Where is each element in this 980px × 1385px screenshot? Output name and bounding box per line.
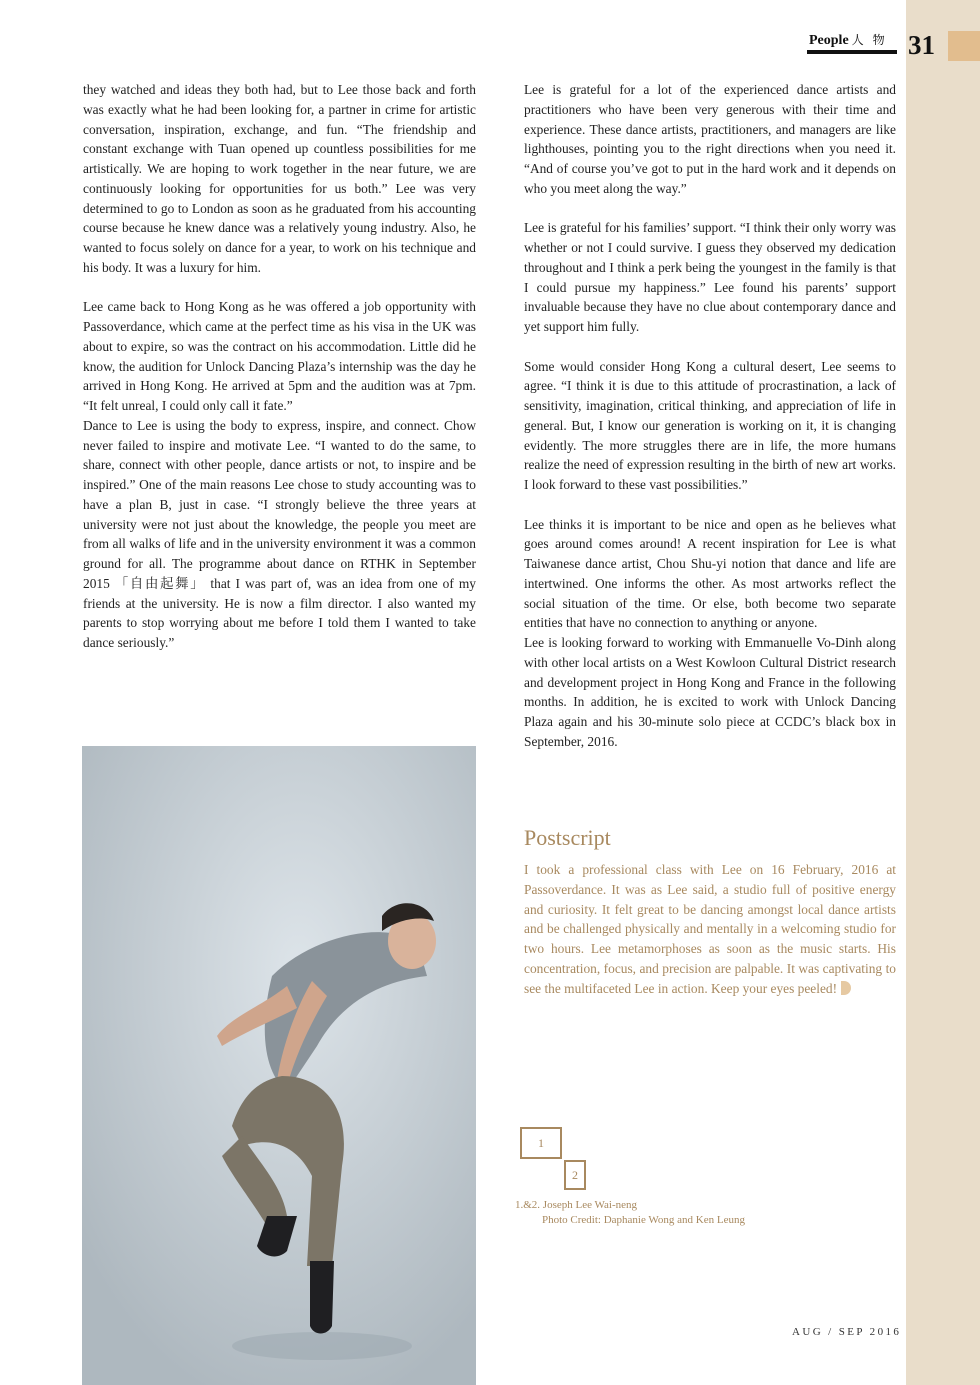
side-margin-strip bbox=[906, 0, 980, 1385]
page-number: 31 bbox=[908, 30, 935, 60]
dancer-illustration bbox=[82, 746, 476, 1385]
paragraph: Lee is grateful for his families’ support. “I think their only worry was whether or not I could survive. I guess they observed my dedication throughout and I think a perk being the youngest in the family is that I could pursue my happiness.” Lee found his parents’ support invaluable because they have no clue about contemporary dance and yet support him fully. bbox=[524, 220, 896, 334]
caption-line-2: Photo Credit: Daphanie Wong and Ken Leung bbox=[542, 1214, 745, 1226]
paragraph: Some would consider Hong Kong a cultural desert, Lee seems to agree. “I think it is due to this attitude of procrastination, a lack of sensitivity, imagination, critical thinking, and appreciation of life in general. But, I know our generation is working on it, it is changing evidently. The more struggles there are in life, the more humans realize the need of expression resulting in the birth of new art works. I look forward to these vast possibilities.” bbox=[524, 358, 896, 492]
header-rule bbox=[807, 50, 897, 54]
issue-date: AUG / SEP 2016 bbox=[792, 1326, 902, 1338]
section-header bbox=[809, 31, 888, 49]
dancer-photo bbox=[82, 746, 476, 1385]
paragraph: Lee is grateful for a lot of the experienced dance artists and practitioners who have been very generous with their time and experience. These dance artists, practitioners, and managers are like lighthouses, pointing you to the right directions when you need it. “And of course you’ve got to put in the hard work and it depends on who you meet along the way.” bbox=[524, 82, 896, 196]
left-column bbox=[83, 80, 476, 653]
photo-number-box-2: 2 bbox=[564, 1160, 586, 1190]
page-number-tab bbox=[948, 31, 980, 61]
paragraph: Dance to Lee is using the body to express, inspire, and connect. Chow never failed to inspire and motivate Lee. “I wanted to do the same, to share, connect with other people, dance artists or not, to inspire and be inspired.” One of the main reasons Lee chose to study accounting was to have a plan B, just in case. “I strongly believe the three years at university were not just about the knowledge, the people you meet are from all walks of life and in the university environment it was a common ground for all. The programme about dance on RTHK in September 2015 「自由起舞」 that I was part of, was an idea from one of my friends at the university. He is now a film director. I also wanted my parents to stop worrying about me before I told them I wanted to take dance seriously.” bbox=[83, 417, 476, 650]
end-mark-icon bbox=[841, 981, 851, 995]
paragraph: Lee came back to Hong Kong as he was offered a job opportunity with Passoverdance, which came at the perfect time as his visa in the UK was about to expire, so was the contract on his accommodation. Little did he know, the audition for Unlock Dancing Plaza’s internship was the day he arrived in Hong Kong. He arrived at 5pm and the audition was at 7pm. “It felt unreal, I could only call it fate.” bbox=[83, 299, 476, 413]
postscript-body bbox=[524, 860, 896, 998]
right-column bbox=[524, 80, 896, 752]
paragraph: they watched and ideas they both had, but to Lee those back and forth was exactly what he had been looking for, a partner in crime for artistic conversation, inspiration, exchange, and fun. “The friendship and constant exchange with Tuan opened up countless possibilities for me artistically. We are hoping to work together in the near future, we are continuously looking for opportunities for us both.” Lee was very determined to go to London as soon as he graduated from his accounting course because he knew dance was a relatively young industry. Also, he wanted to focus solely on dance for a year, to work on his technique and his body. It was a luxury for him. bbox=[83, 82, 476, 275]
section-label-zh: 人 物 bbox=[851, 33, 888, 47]
paragraph: Lee thinks it is important to be nice and open as he believes what goes around comes around! A recent inspiration for Lee is what Taiwanese dance artist, Chou Shu-yi notion that dance and life are intertwined. One informs the other. As most artworks reflect the social situation of the time. Or else, both become two separate entities that have no connection to anything or anyone. bbox=[524, 516, 896, 631]
photo-caption bbox=[515, 1198, 745, 1228]
postscript-text: I took a professional class with Lee on 16 February, 2016 at Passoverdance. It was as Lee said, a studio full of positive energy and curiosity. It felt great to be dancing amongst local dance artists and be challenged physically and mentally in a welcoming studio for two hours. Lee metamorphoses as soon as the music starts. His concentration, focus, and precision are palpable. It was captivating to see the multifaceted Lee in action. Keep your eyes peeled! bbox=[524, 862, 896, 996]
section-label: People bbox=[809, 33, 849, 48]
postscript-title: Postscript bbox=[524, 825, 611, 850]
caption-line-1: 1.&2. Joseph Lee Wai-neng bbox=[515, 1199, 638, 1211]
photo-number-box-1: 1 bbox=[520, 1127, 562, 1159]
paragraph: Lee is looking forward to working with Emmanuelle Vo-Dinh along with other local artists on a West Kowloon Cultural District research and development project in Hong Kong and France in the following months. In addition, he is excited to work with Unlock Dancing Plaza again and his 30-minute solo piece at CCDC’s black box in September, 2016. bbox=[524, 635, 896, 749]
